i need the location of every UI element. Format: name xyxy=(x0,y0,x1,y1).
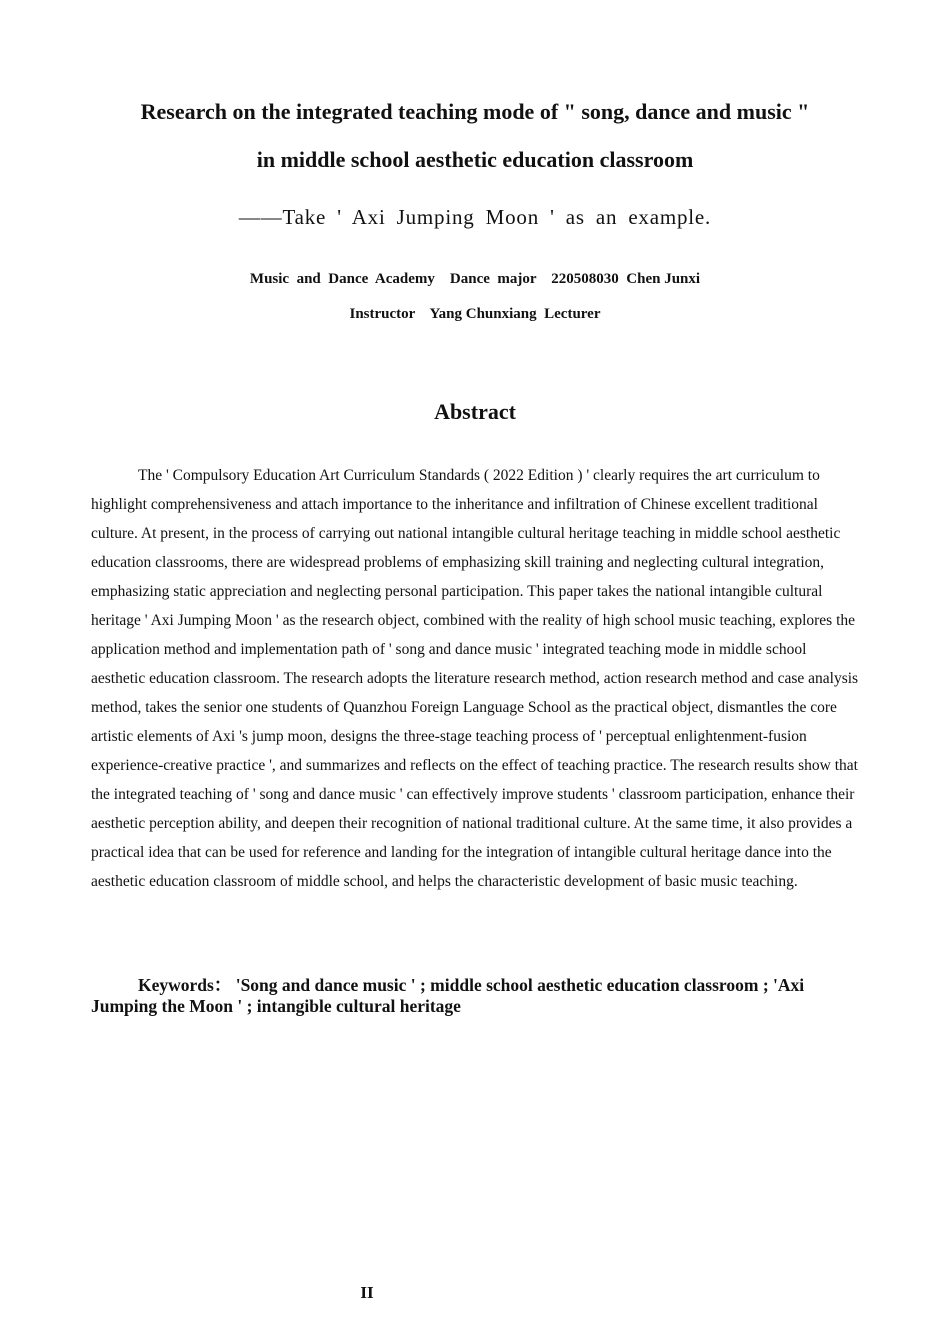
abstract-heading: Abstract xyxy=(434,399,516,424)
keywords-label: Keywords： xyxy=(138,975,232,995)
paper-title xyxy=(60,88,890,184)
keywords-text: 'Song and dance music ' ; middle school aesthetic education classroom ; 'Axi Jumping the Moon ' ; intangible cultural heritage xyxy=(91,975,805,1016)
author-info: Music and Dance Academy Dance major 220508030 Chen Junxi xyxy=(249,271,701,287)
paper-title-line-2: in middle school aesthetic education classroom xyxy=(256,147,694,172)
instructor-info: Instructor Yang Chunxiang Lecturer xyxy=(349,306,601,322)
keywords-paragraph xyxy=(91,975,864,1017)
paper-title-line-1: Research on the integrated teaching mode of " song, dance and music " xyxy=(140,99,810,124)
abstract-body: The ' Compulsory Education Art Curriculum Standards ( 2022 Edition ) ' clearly requires the art curriculum to highlight comprehensiveness and attach importance to the inheritance and infiltration of Chinese excellent traditional culture. At present, in the process of carrying out national intangible cultural heritage teaching in middle school aesthetic education classrooms, there are widespread problems of emphasizing skill training and neglecting cultural integration, emphasizing static appreciation and neglecting personal participation. This paper takes the national intangible cultural heritage ' Axi Jumping Moon ' as the research object, combined with the reality of high school music teaching, explores the application method and implementation path of ' song and dance music ' integrated teaching mode in middle school aesthetic education classroom. The research adopts the literature research method, action research method and case analysis method, takes the senior one students of Quanzhou Foreign Language School as the practical object, dismantles the core artistic elements of Axi 's jump moon, designs the three-stage teaching process of ' perceptual enlightenment-fusion experience-creative practice ', and summarizes and reflects on the effect of teaching practice. The research results show that the integrated teaching of ' song and dance music ' can effectively improve students ' classroom participation, enhance their aesthetic perception ability, and deepen their recognition of national traditional culture. At the same time, it also provides a practical idea that can be used for reference and landing for the integration of intangible cultural heritage dance into the aesthetic education classroom of middle school, and helps the characteristic development of basic music teaching. xyxy=(91,467,859,890)
page-number: II xyxy=(360,1283,374,1302)
paper-subtitle: ——Take ' Axi Jumping Moon ' as an example. xyxy=(238,205,712,229)
